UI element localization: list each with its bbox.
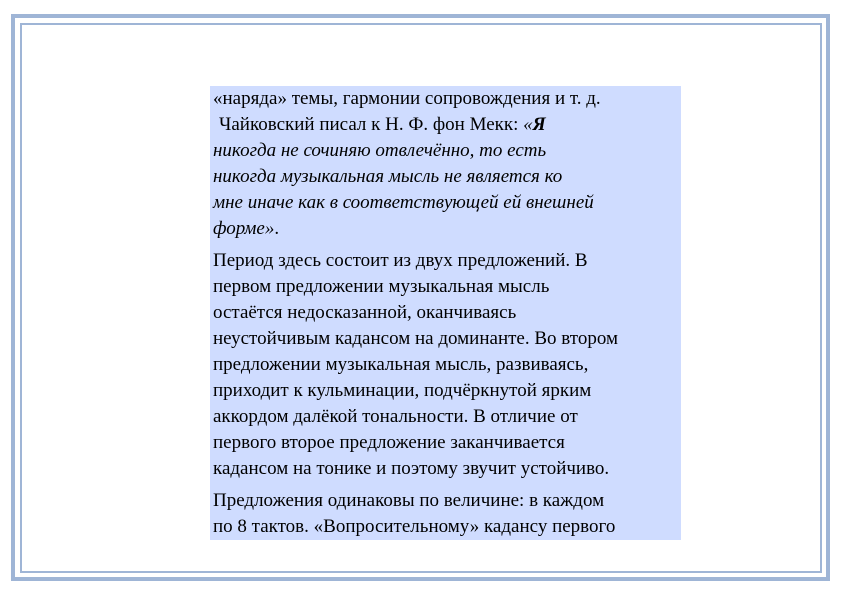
text-line: Предложения одинаковы по величине: в каждом: [213, 490, 605, 511]
text-line: приходит к кульминации, подчёркнутой ярким: [213, 380, 592, 401]
text-line: остаётся недосказанной, оканчиваясь: [213, 302, 517, 323]
text-line: аккордом далёкой тональности. В отличие от: [213, 406, 578, 427]
text-line: первого второе предложение заканчивается: [213, 432, 565, 453]
text-segment: Чайковский писал к Н. Ф. фон Мекк:: [219, 114, 524, 135]
text-line: «наряда» темы, гармонии сопровождения и т. д.: [213, 88, 601, 109]
paragraph-2: [213, 248, 681, 482]
text-line: по 8 тактов. «Вопросительному» кадансу первого: [213, 516, 616, 537]
text-line: Период здесь состоит из двух предложений. В: [213, 250, 588, 271]
text-line: никогда музыкальная мысль не является ко: [213, 166, 563, 187]
text-line: [213, 112, 681, 138]
text-line: никогда не сочиняю отвлечённо, то есть: [213, 140, 547, 161]
text-line: первом предложении музыкальная мысль: [213, 276, 550, 297]
paragraph-3: [213, 488, 681, 540]
quote-bold-word: Я: [532, 114, 546, 135]
paragraph-1: [213, 86, 681, 242]
text-segment: форме»: [213, 218, 275, 239]
text-line: мне иначе как в соответствующей ей внешней: [213, 192, 594, 213]
text-line: кадансом на тонике и поэтому звучит устойчиво.: [213, 458, 610, 479]
text-line: предложении музыкальная мысль, развиваясь,: [213, 354, 589, 375]
text-box: [210, 86, 681, 540]
text-line: [213, 216, 681, 242]
text-segment: .: [274, 218, 280, 239]
quote-open: «: [523, 114, 533, 135]
text-line: неустойчивым кадансом на доминанте. Во втором: [213, 328, 618, 349]
